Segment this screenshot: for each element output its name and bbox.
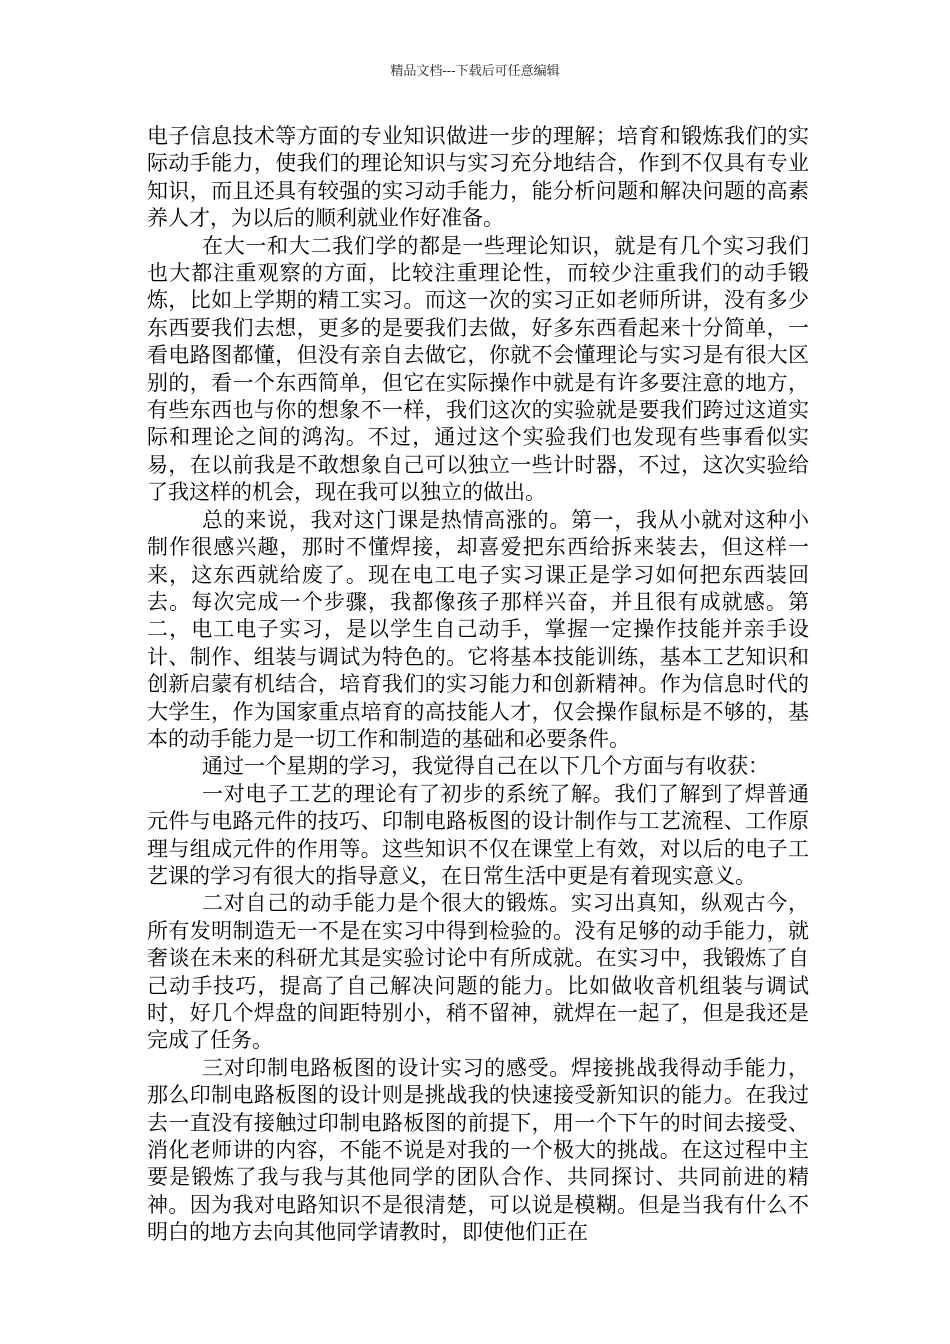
paragraph: 一对电子工艺的理论有了初步的系统了解。我们了解到了焊普通元件与电路元件的技巧、印制电路板图的设计制作与工艺流程、工作原理与组成元件的作用等。这些知识不仅在课堂上有效，对以后的电子工艺课的学习有很大的指导意义，在日常生活中更是有着现实意义。 (147, 781, 809, 888)
paragraph: 二对自己的动手能力是个很大的锻炼。实习出真知，纵观古今，所有发明制造无一不是在实习中得到检验的。没有足够的动手能力，就奢谈在未来的科研尤其是实验讨论中有所成就。在实习中，我锻炼了自己动手技巧，提高了自己解决问题的能力。比如做收音机组装与调试时，好几个焊盘的间距特别小，稍不留神，就焊在一起了，但是我还是完成了任务。 (147, 891, 809, 1053)
paragraph: 三对印制电路板图的设计实习的感受。焊接挑战我得动手能力，那么印制电路板图的设计则是挑战我的快速接受新知识的能力。在我过去一直没有接触过印制电路板图的前提下，用一个下午的时间去接受、消化老师讲的内容，不能不说是对我的一个极大的挑战。在这过程中主要是锻炼了我与我与其他同学的团队合作、共同探讨、共同前进的精神。因为我对电路知识不是很清楚，可以说是模糊。但是当我有什么不明白的地方去向其他同学请教时，即使他们正在 (147, 1055, 809, 1245)
page-header: 精品文档---下载后可任意编辑 (390, 64, 560, 79)
paragraph: 电子信息技术等方面的专业知识做进一步的理解；培育和锻炼我们的实际动手能力，使我们的理论知识与实习充分地结合，作到不仅具有专业知识，而且还具有较强的实习动手能力，能分析问题和解决问题的高素养人才，为以后的顺利就业作好准备。 (147, 124, 809, 231)
paragraph: 通过一个星期的学习，我觉得自己在以下几个方面与有收获： (202, 754, 769, 779)
paragraph: 总的来说，我对这门课是热情高涨的。第一，我从小就对这种小制作很感兴趣，那时不懂焊接，却喜爱把东西给拆来装去，但这样一来，这东西就给废了。现在电工电子实习课正是学习如何把东西装回去。每次完成一个步骤，我都像孩子那样兴奋，并且很有成就感。第二，电工电子实习，是以学生自己动手，掌握一定操作技能并亲手设计、制作、组装与调试为特色的。它将基本技能训练，基本工艺知识和创新启蒙有机结合，培育我们的实习能力和创新精神。作为信息时代的大学生，作为国家重点培育的高技能人才，仅会操作鼠标是不够的，基本的动手能力是一切工作和制造的基础和必要条件。 (147, 507, 809, 751)
document-body (147, 123, 809, 1247)
paragraph: 在大一和大二我们学的都是一些理论知识，就是有几个实习我们也大都注重观察的方面，比较注重理论性，而较少注重我们的动手锻炼，比如上学期的精工实习。而这一次的实习正如老师所讲，没有多少东西要我们去想，更多的是要我们去做，好多东西看起来十分简单，一看电路图都懂，但没有亲自去做它，你就不会懂理论与实习是有很大区别的，看一个东西简单，但它在实际操作中就是有许多要注意的地方，有些东西也与你的想象不一样，我们这次的实验就是要我们跨过这道实际和理论之间的鸿沟。不过，通过这个实验我们也发现有些事看似实易，在以前我是不敢想象自己可以独立一些计时器，不过，这次实验给了我这样的机会，现在我可以独立的做出。 (147, 233, 809, 505)
